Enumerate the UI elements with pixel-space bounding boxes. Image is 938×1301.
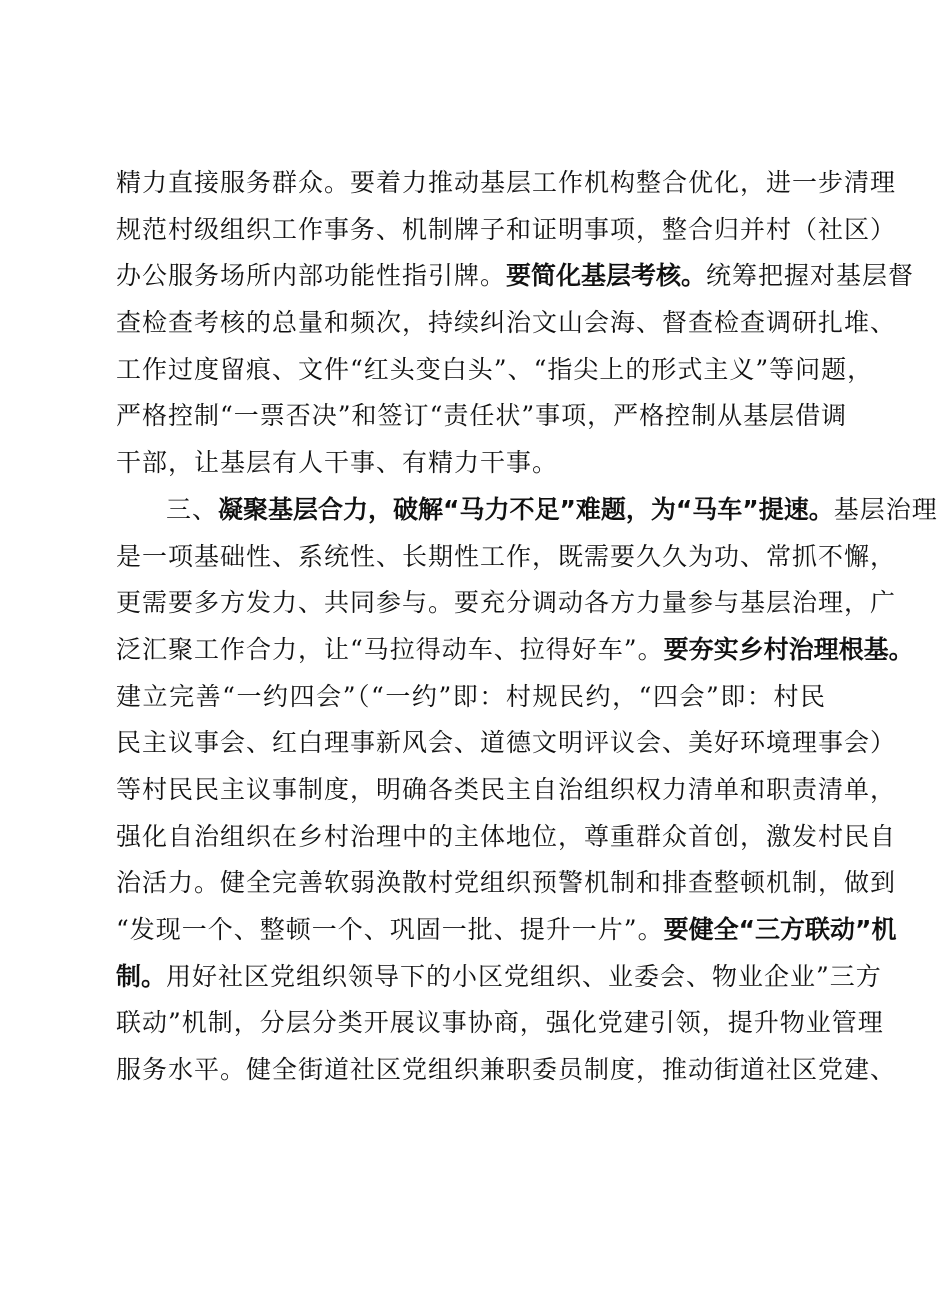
bold-text-segment: 凝聚基层合力，破解“马力不足”难题，为“马车”提速。 bbox=[218, 494, 834, 524]
text-segment: 基层治理 bbox=[833, 494, 938, 524]
text-line bbox=[116, 767, 897, 814]
text-line bbox=[116, 1000, 884, 1047]
text-line bbox=[116, 300, 897, 347]
paragraph-1 bbox=[116, 160, 915, 487]
document-body bbox=[116, 160, 938, 1094]
text-line bbox=[116, 487, 938, 534]
text-segment: 严格控制“一票否决”和签订“责任状”事项，严格控制从基层借调 bbox=[116, 401, 848, 431]
text-line bbox=[116, 393, 848, 440]
text-segment: 工作过度留痕、文件“红头变白头”、“指尖上的形式主义”等问题， bbox=[116, 354, 874, 384]
text-segment: 办公服务场所内部功能性指引牌。 bbox=[116, 261, 507, 291]
text-segment: 建立完善“一约四会”（“一约”即：村规民约，“四会”即：村民 bbox=[116, 681, 826, 711]
text-line bbox=[116, 860, 897, 907]
text-line bbox=[116, 440, 826, 487]
text-segment: 精力直接服务群众。要着力推动基层工作机构整合优化，进一步清理 bbox=[116, 168, 897, 197]
text-line bbox=[116, 627, 914, 674]
text-segment: 联动”机制，分层分类开展议事协商，强化党建引领，提升物业管理 bbox=[116, 1008, 884, 1038]
text-line bbox=[116, 253, 915, 300]
text-segment: 用好社区党组织领导下的小区党组织、业委会、物业企业”三方 bbox=[166, 961, 882, 991]
text-segment: 服务水平。健全街道社区党组织兼职委员制度，推动街道社区党建、 bbox=[116, 1055, 897, 1085]
text-segment: 更需要多方发力、共同参与。要充分调动各方力量参与基层治理，广 bbox=[116, 588, 897, 618]
text-segment: 民主议事会、红白理事新风会、道德文明评议会、美好环境理事会） bbox=[116, 728, 897, 758]
text-segment: 统筹把握对基层督 bbox=[706, 261, 915, 291]
text-line bbox=[116, 720, 897, 767]
text-segment: 干部，让基层有人干事、有精力干事。 bbox=[116, 448, 559, 478]
text-segment: 强化自治组织在乡村治理中的主体地位，尊重群众首创，激发村民自 bbox=[116, 821, 897, 851]
text-line bbox=[116, 954, 882, 1001]
text-line bbox=[116, 907, 897, 954]
text-line bbox=[116, 580, 897, 627]
paragraph-2 bbox=[116, 487, 938, 1094]
text-segment: 规范村级组织工作事务、机制牌子和证明事项，整合归并村（社区） bbox=[116, 214, 897, 244]
bold-text-segment: 要健全“三方联动”机 bbox=[663, 915, 897, 944]
text-line bbox=[116, 160, 897, 207]
text-segment: 查检查考核的总量和频次，持续纠治文山会海、督查检查调研扎堆、 bbox=[116, 308, 897, 338]
text-segment: 泛汇聚工作合力，让“马拉得动车、拉得好车”。 bbox=[116, 634, 664, 664]
text-line bbox=[116, 347, 874, 394]
text-segment: 是一项基础性、系统性、长期性工作，既需要久久为功、常抓不懈， bbox=[116, 541, 897, 571]
bold-text-segment: 制。 bbox=[116, 961, 167, 991]
bold-text-segment: 要简化基层考核。 bbox=[506, 261, 707, 291]
text-line bbox=[116, 534, 897, 581]
text-line bbox=[116, 1047, 897, 1094]
text-segment: 治活力。健全完善软弱涣散村党组织预警机制和排查整顿机制，做到 bbox=[116, 868, 897, 898]
text-line bbox=[116, 674, 826, 721]
text-line bbox=[116, 207, 897, 254]
bold-text-segment: 要夯实乡村治理根基。 bbox=[663, 634, 914, 664]
text-line bbox=[116, 814, 897, 861]
text-segment: “发现一个、整顿一个、巩固一批、提升一片”。 bbox=[116, 915, 664, 944]
text-segment: 等村民民主议事制度，明确各类民主自治组织权力清单和职责清单， bbox=[116, 774, 897, 804]
text-segment: 三、 bbox=[166, 494, 219, 524]
